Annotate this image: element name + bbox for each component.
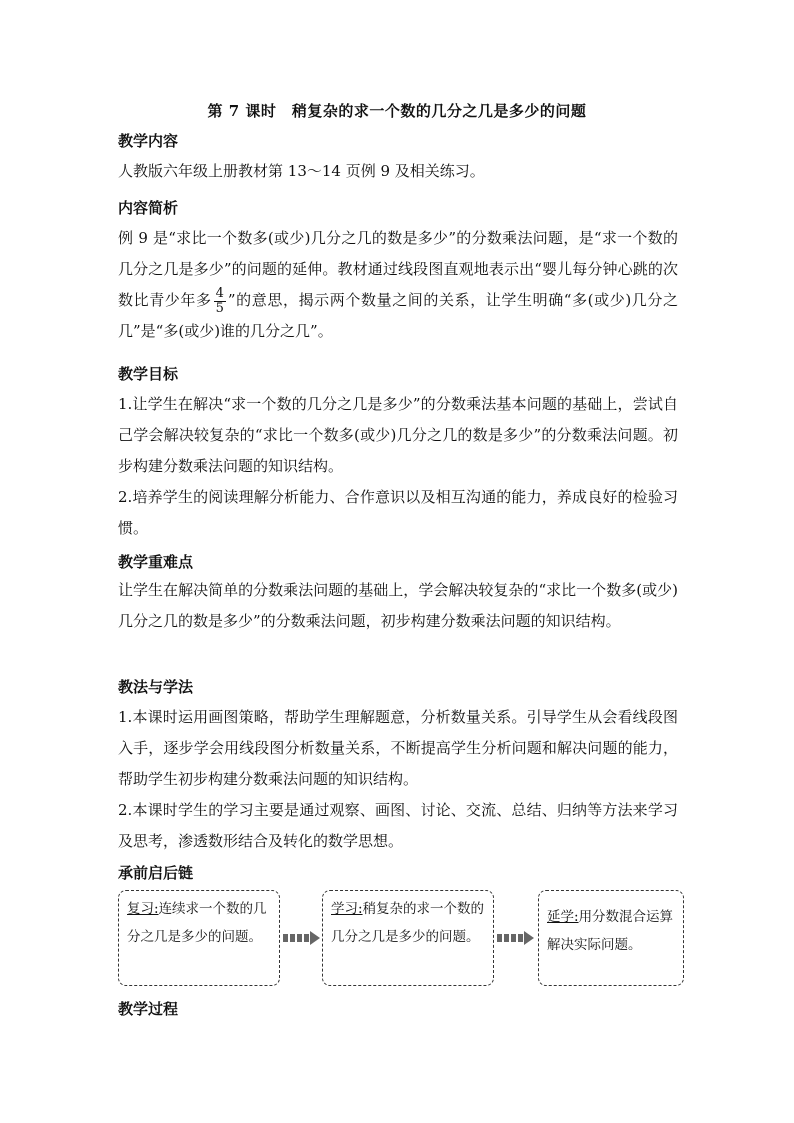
review-text: 连续求一个数的几分之几是多少的问题。 — [127, 901, 267, 945]
heading-teaching-goals: 教学目标 — [118, 365, 179, 383]
heading-teaching-process: 教学过程 — [118, 1000, 179, 1018]
teaching-content-text: 人教版六年级上册教材第 13～14 页例 9 及相关练习。 — [118, 162, 485, 180]
content-analysis-text-2: ”的意思，揭示两个数量之间的关系，让学生明确“多(或少)几分之几”是“多(或少)谁的几分之几”。 — [118, 291, 678, 340]
extension-box — [538, 890, 684, 986]
heading-connection-chain: 承前启后链 — [118, 864, 194, 882]
heading-content-analysis: 内容简析 — [118, 199, 179, 217]
fraction-four-fifths — [214, 287, 226, 316]
key-points-text: 让学生在解决简单的分数乘法问题的基础上，学会解决较复杂的“求比一个数多(或少)几分之几的数是多少”的分数乘法问题，初步构建分数乘法问题的知识结构。 — [118, 581, 678, 630]
methods-item-1: 1.本课时运用画图策略，帮助学生理解题意，分析数量关系。引导学生从会看线段图入手，逐步学会用线段图分析数量关系，不断提高学生分析问题和解决问题的能力，帮助学生初步构建分数乘法问题的知识结构。 — [118, 708, 678, 788]
fraction-numerator: 4 — [215, 285, 224, 301]
review-tag: 复习: — [127, 901, 159, 917]
methods-item-2: 2.本课时学生的学习主要是通过观察、画图、讨论、交流、总结、归纳等方法来学习及思考，渗透数形结合及转化的数学思想。 — [118, 801, 678, 850]
study-text: 稍复杂的求一个数的几分之几是多少的问题。 — [331, 901, 485, 945]
extension-text: 用分数混合运算解决实际问题。 — [547, 909, 674, 953]
heading-teaching-content: 教学内容 — [118, 132, 179, 150]
content-analysis-text-1: 例 9 是“求比一个数多(或少)几分之几的数是多少”的分数乘法问题，是“求一个数的几分之几是多少”的问题的延伸。教材通过线段图直观地表示出“婴儿每分钟心跳的次数比青少年多 — [118, 229, 678, 309]
study-tag: 学习: — [331, 901, 363, 917]
extension-tag: 延学: — [547, 909, 579, 925]
teaching-goal-1: 1.让学生在解决“求一个数的几分之几是多少”的分数乘法基本问题的基础上，尝试自己学会解决较复杂的“求比一个数多(或少)几分之几的数是多少”的分数乘法问题。初步构建分数乘法问题的知识结构。 — [118, 395, 678, 475]
heading-key-points: 教学重难点 — [118, 553, 194, 571]
fraction-denominator: 5 — [215, 300, 224, 316]
heading-methods: 教法与学法 — [118, 678, 194, 696]
study-box — [322, 890, 494, 986]
lesson-title: 第 7 课时 稍复杂的求一个数的几分之几是多少的问题 — [207, 102, 587, 120]
review-box — [118, 890, 280, 986]
arrow-right-icon — [283, 931, 321, 945]
arrow-right-icon — [497, 931, 535, 945]
teaching-goal-2: 2.培养学生的阅读理解分析能力、合作意识以及相互沟通的能力，养成良好的检验习惯。 — [118, 488, 678, 537]
content-analysis-paragraph — [118, 223, 678, 347]
